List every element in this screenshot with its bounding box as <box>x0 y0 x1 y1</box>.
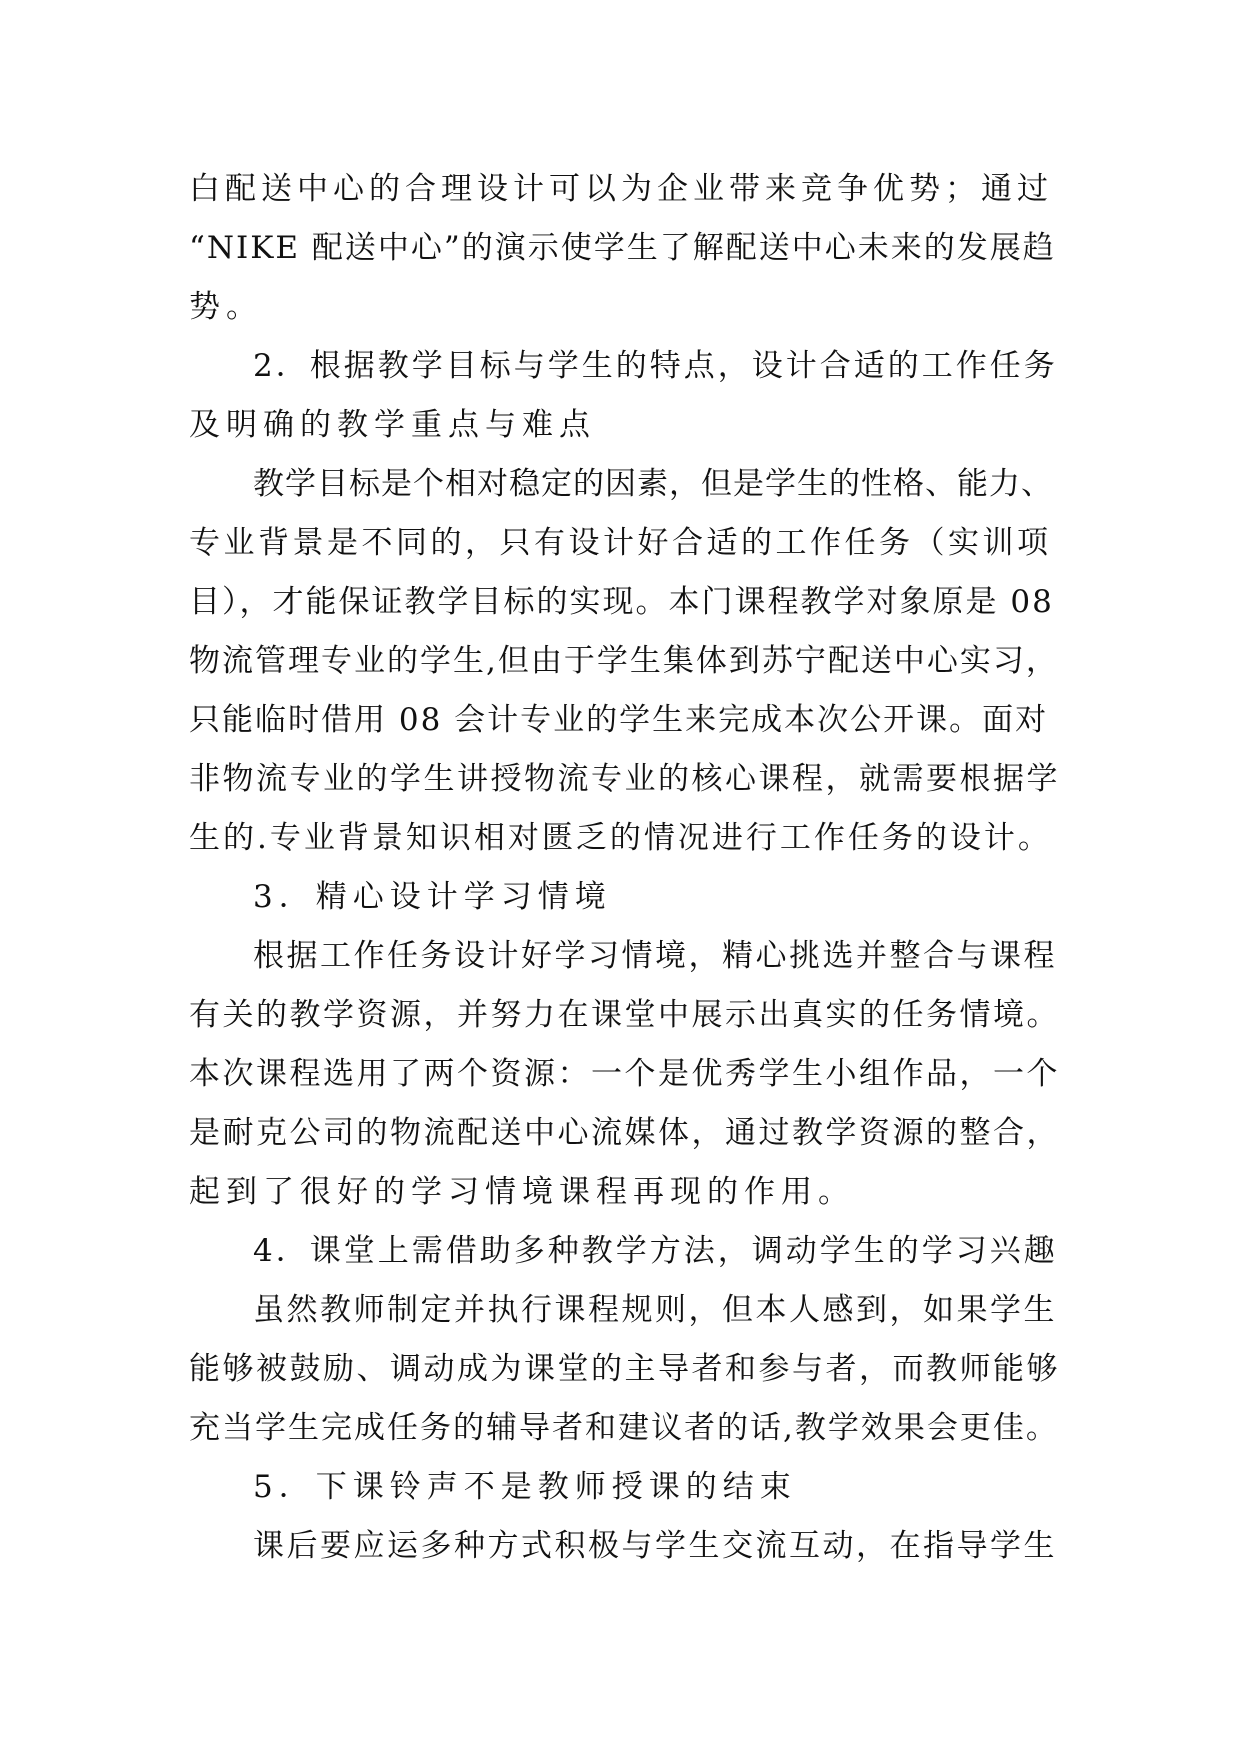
text-line: 专业背景是不同的，只有设计好合适的工作任务（实训项 <box>189 525 1052 561</box>
text-line: 生的.专业背景知识相对匮乏的情况进行工作任务的设计。 <box>189 820 1052 856</box>
text-line: 本次课程选用了两个资源：一个是优秀学生小组作品，一个 <box>189 1056 1060 1092</box>
text-line: 白配送中心的合理设计可以为企业带来竞争优势；通过 <box>189 171 1053 207</box>
text-line: 物流管理专业的学生,但由于学生集体到苏宁配送中心实习， <box>189 643 1059 679</box>
text-line: 充当学生完成任务的辅导者和建议者的话,教学效果会更佳。 <box>189 1410 1059 1446</box>
text-line: 2．根据教学目标与学生的特点，设计合适的工作任务 <box>253 348 1058 384</box>
text-line: 3．精心设计学习情境 <box>253 879 612 915</box>
text-line: 能够被鼓励、调动成为课堂的主导者和参与者，而教师能够 <box>189 1351 1060 1387</box>
text-line: 5．下课铃声不是教师授课的结束 <box>253 1469 797 1505</box>
text-line: 4．课堂上需借助多种教学方法，调动学生的学习兴趣 <box>253 1233 1058 1269</box>
text-line: 势。 <box>189 289 263 325</box>
text-line: 根据工作任务设计好学习情境，精心挑选并整合与课程 <box>253 938 1057 974</box>
document-body <box>189 160 1059 1576</box>
text-line: 虽然教师制定并执行课程规则，但本人感到，如果学生 <box>253 1292 1057 1328</box>
text-line: 非物流专业的学生讲授物流专业的核心课程，就需要根据学 <box>189 761 1060 797</box>
text-line: 课后要应运多种方式积极与学生交流互动，在指导学生 <box>253 1528 1057 1564</box>
text-line: 教学目标是个相对稳定的因素，但是学生的性格、能力、 <box>253 466 1053 502</box>
text-line: 有关的教学资源，并努力在课堂中展示出真实的任务情境。 <box>189 997 1060 1033</box>
text-line: 目），才能保证教学目标的实现。本门课程教学对象原是 08 <box>189 584 1054 620</box>
text-line: 是耐克公司的物流配送中心流媒体，通过教学资源的整合， <box>189 1115 1060 1151</box>
text-line: “NIKE 配送中心”的演示使学生了解配送中心未来的发展趋 <box>189 230 1056 266</box>
text-line: 及明确的教学重点与难点 <box>189 407 596 443</box>
text-line: 只能临时借用 08 会计专业的学生来完成本次公开课。面对 <box>189 702 1049 738</box>
text-line: 起到了很好的学习情境课程再现的作用。 <box>189 1174 855 1210</box>
